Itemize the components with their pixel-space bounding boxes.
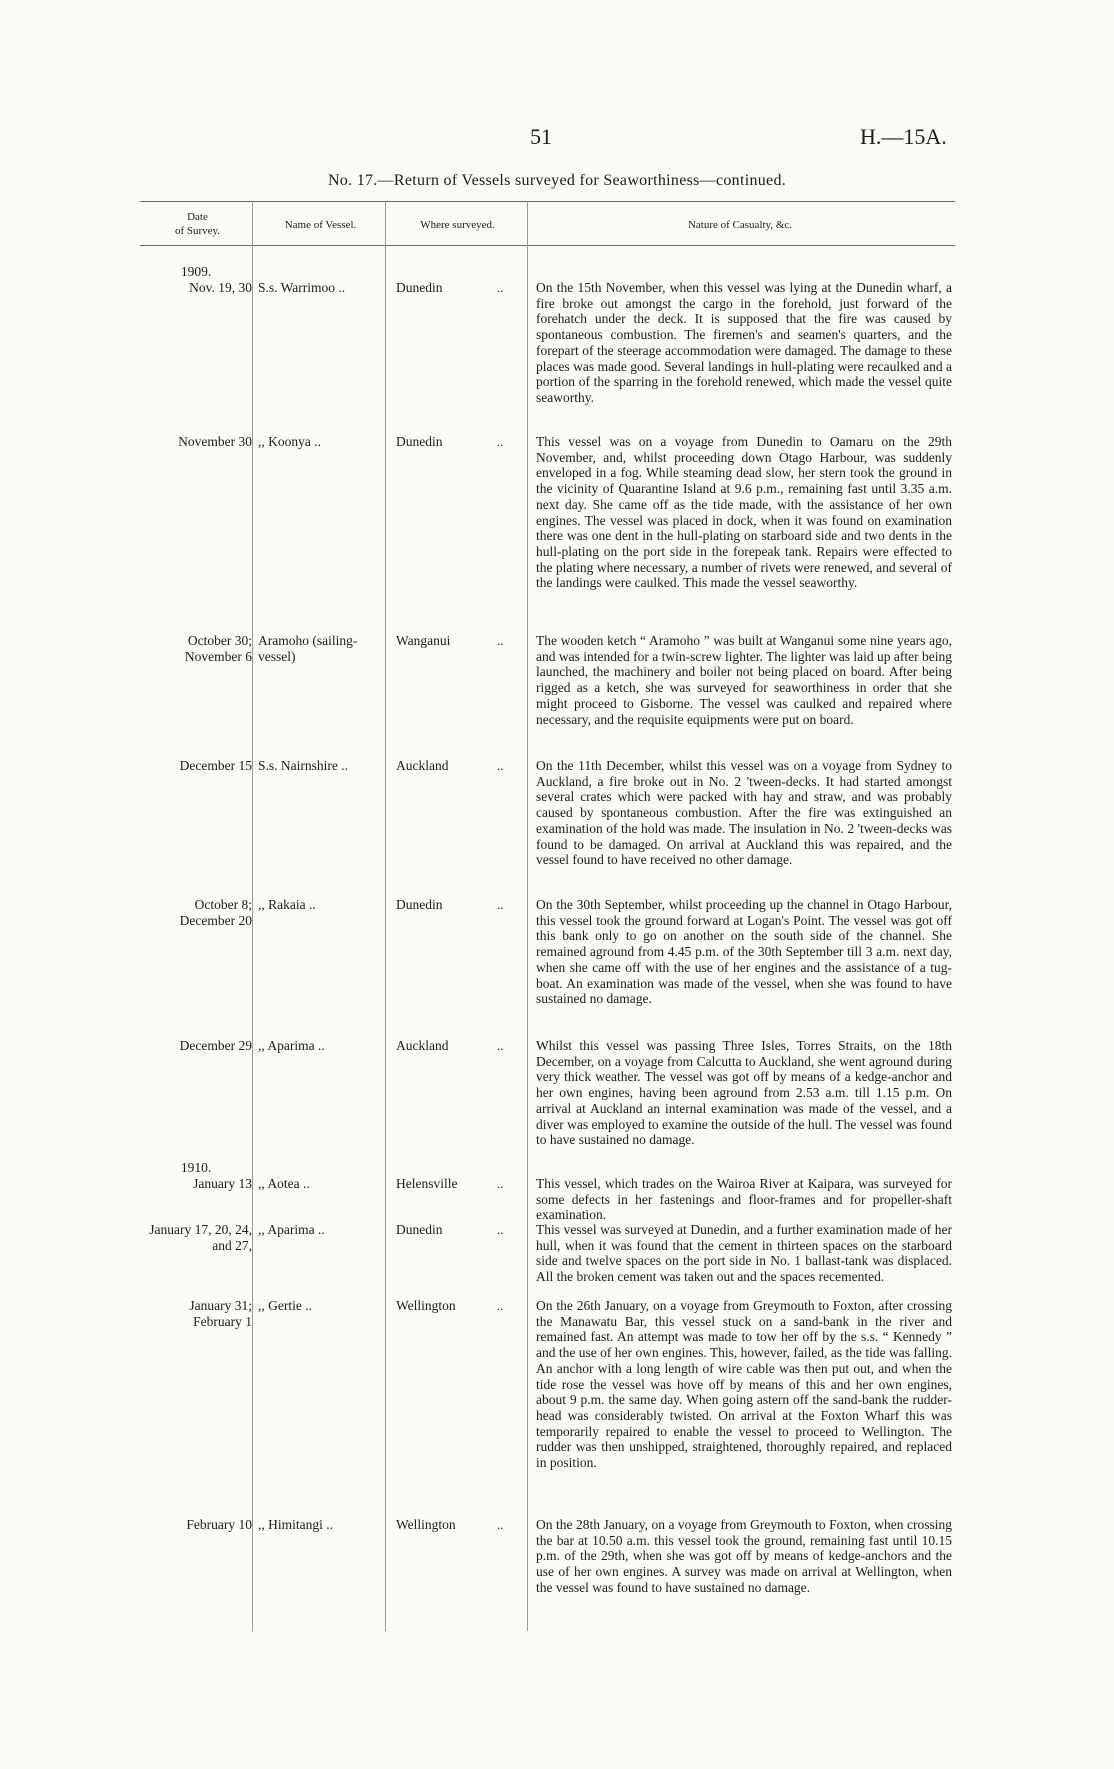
vessel-name: ,, Himitangi .. [258,1517,333,1532]
casualty-description: On the 26th January, on a voyage from Greymouth to Foxton, after crossing the Manawatu Bar, this vessel stuck on a sand-bank in the river and remained fast. An attempt was made to tow her off by the s.s. “ Kennedy ” and the use of her own engines. This, however, failed, as the tide was falling. An anchor with a long length of wire cable was then put out, and when the tide rose the vessel was hove off by means of this and her own engines, about 9 p.m. the same day. When going astern off the sand-bank the rudder-head was considerably twisted. On arrival at the Foxton Wharf this was temporarily repaired to enable the vessel to proceed to Wellington. The rudder was then unshipped, straightened, thoroughly repaired, and replaced in position. [536,1298,952,1471]
survey-place: Dunedin [396,1222,443,1237]
leader-dots: .. [497,758,504,773]
column-header-date: Date of Survey. [174,211,221,237]
leader-dots: .. [497,1298,504,1313]
survey-place: Wanganui [396,633,451,648]
year-label: 1910. [180,1160,212,1175]
vessel-name: ,, Rakaia .. [258,897,316,912]
leader-dots: .. [497,434,504,449]
header-bottom-rule [140,245,955,246]
leader-dots: .. [497,280,504,295]
vessel-name: S.s. Warrimoo .. [258,280,346,295]
survey-date: February 10 [186,1517,252,1532]
vessel-name: ,, Aparima .. [258,1038,325,1053]
survey-date [140,1160,252,1191]
date-text: Nov. 19, 30 [189,279,252,295]
page-number: 51 [530,124,552,149]
column-header-vessel: Name of Vessel. [284,219,357,231]
leader-dots: .. [497,897,504,912]
survey-date: December 15 [179,758,252,773]
survey-date: January 31; February 1 [189,1298,252,1329]
document-code: H.—15A. [860,124,947,149]
column-header-nature: Nature of Casualty, &c. [687,219,793,231]
column-header-where: Where surveyed. [420,219,495,231]
survey-date: October 30; November 6 [184,633,252,664]
leader-dots: .. [497,1038,504,1053]
survey-place: Dunedin [396,434,443,449]
casualty-description: Whilst this vessel was passing Three Isles, Torres Straits, on the 18th December, on a voyage from Calcutta to Auckland, she went aground during very thick weather. The vessel was got off by means of a kedge-anchor and her own engines, having been aground from 2.53 a.m. till 1.15 p.m. On arrival at Auckland an internal examination was made of the vessel, and a diver was employed to examine the outside of the hull. The vessel was found to have sustained no damage. [536,1038,952,1148]
survey-place: Helensville [396,1176,458,1191]
date-text: January 13 [193,1175,252,1191]
header-top-rule [140,201,955,202]
survey-place: Wellington [396,1298,456,1313]
casualty-description: This vessel was on a voyage from Dunedin to Oamaru on the 29th November, and, whilst proceeding down Otago Harbour, was suddenly enveloped in a fog. While steaming dead slow, her stern took the ground in the vicinity of Quarantine Island at 9.6 p.m., remaining fast until 3.35 a.m. next day. She came off as the tide made, with the assistance of her own engines. The vessel was placed in dock, when it was found on examination there was one dent in the hull-plating on starboard side and two dents in the hull-plating on the port side in the forepeak tank. Repairs were effected to the plating where necessary, a number of rivets were renewed, and several of the landings were caulked. This made the vessel seaworthy. [536,434,952,591]
vessel-name: ,, Aparima .. [258,1222,325,1237]
vessel-name: ,, Koonya .. [258,434,321,449]
column-divider [385,201,386,1631]
survey-place: Wellington [396,1517,456,1532]
casualty-description: On the 11th December, whilst this vessel was on a voyage from Sydney to Auckland, a fire broke out in No. 2 'tween-decks. It had started amongst several crates which were packed with hay and straw, and was probably caused by spontaneous combustion. After the fire was extinguished an examination of the hold was made. The insulation in No. 2 'tween-decks was found to be damaged. On arrival at Auckland this was repaired, and the vessel found to have received no other damage. [536,758,952,868]
survey-place: Auckland [396,758,449,773]
casualty-description: On the 15th November, when this vessel was lying at the Dunedin wharf, a fire broke out amongst the cargo in the forehold, just forward of the forehatch under the deck. It is supposed that the fire was caused by spontaneous combustion. The firemen's and seamen's quarters, and the forepart of the steerage accommodation were damaged. The damage to these places was made good. Several landings in hull-plating were recaulked and a portion of the sparring in the forehold renewed, which made the vessel quite seaworthy. [536,280,952,405]
survey-date [140,264,252,295]
leader-dots: .. [497,633,504,648]
year-label: 1909. [180,264,212,279]
column-divider [527,201,528,1631]
survey-date: October 8; December 20 [179,897,252,928]
leader-dots: .. [497,1222,504,1237]
vessel-name: ,, Gertie .. [258,1298,312,1313]
vessel-name: Aramoho (sailing-vessel) [258,633,358,664]
casualty-description: The wooden ketch “ Aramoho ” was built at Wanganui some nine years ago, and was intended for a twin-screw lighter. The lighter was laid up after being launched, the machinery and boiler not being placed on board. After being rigged as a ketch, she was surveyed for seaworthiness in order that she might proceed to Gisborne. The vessel was caulked and repaired where necessary, and the requisite equipments were put on board. [536,633,952,727]
vessel-name: ,, Aotea .. [258,1176,310,1191]
casualty-description: This vessel, which trades on the Wairoa River at Kaipara, was surveyed for some defects in her fastenings and floor-frames and for propeller-shaft examination. [536,1176,952,1223]
casualty-description: This vessel was surveyed at Dunedin, and a further examination made of her hull, when it was found that the cement in thirteen spaces on the starboard side and twelve spaces on the port side in No. 1 ballast-tank was displaced. All the broken cement was taken out and the spaces recemented. [536,1222,952,1285]
casualty-description: On the 28th January, on a voyage from Greymouth to Foxton, when crossing the bar at 10.50 a.m. this vessel took the ground, remaining fast until 10.15 p.m. of the 29th, when she was got off by means of kedge-anchors and the use of her own engines. A survey was made on arrival at Wellington, when the vessel was found to have sustained no damage. [536,1517,952,1595]
leader-dots: .. [497,1176,504,1191]
survey-place: Dunedin [396,897,443,912]
survey-date: November 30 [178,434,252,449]
vessel-name: S.s. Nairnshire .. [258,758,348,773]
casualty-description: On the 30th September, whilst proceeding up the channel in Otago Harbour, this vessel took the ground forward at Logan's Point. The vessel was got off this bank only to go on another on the south side of the channel. She remained aground from 4.45 p.m. of the 30th September till 3 a.m. next day, when she came off with the use of her engines and the assistance of a tug-boat. An examination was made of the vessel, when she was found to have sustained no damage. [536,897,952,1007]
survey-date: January 17, 20, 24, and 27, [149,1222,252,1253]
survey-place: Dunedin [396,280,443,295]
survey-place: Auckland [396,1038,449,1053]
survey-date: December 29 [179,1038,252,1053]
table-title: No. 17.—Return of Vessels surveyed for Seaworthiness—continued. [327,172,787,189]
column-divider [252,201,253,1631]
leader-dots: .. [497,1517,504,1532]
